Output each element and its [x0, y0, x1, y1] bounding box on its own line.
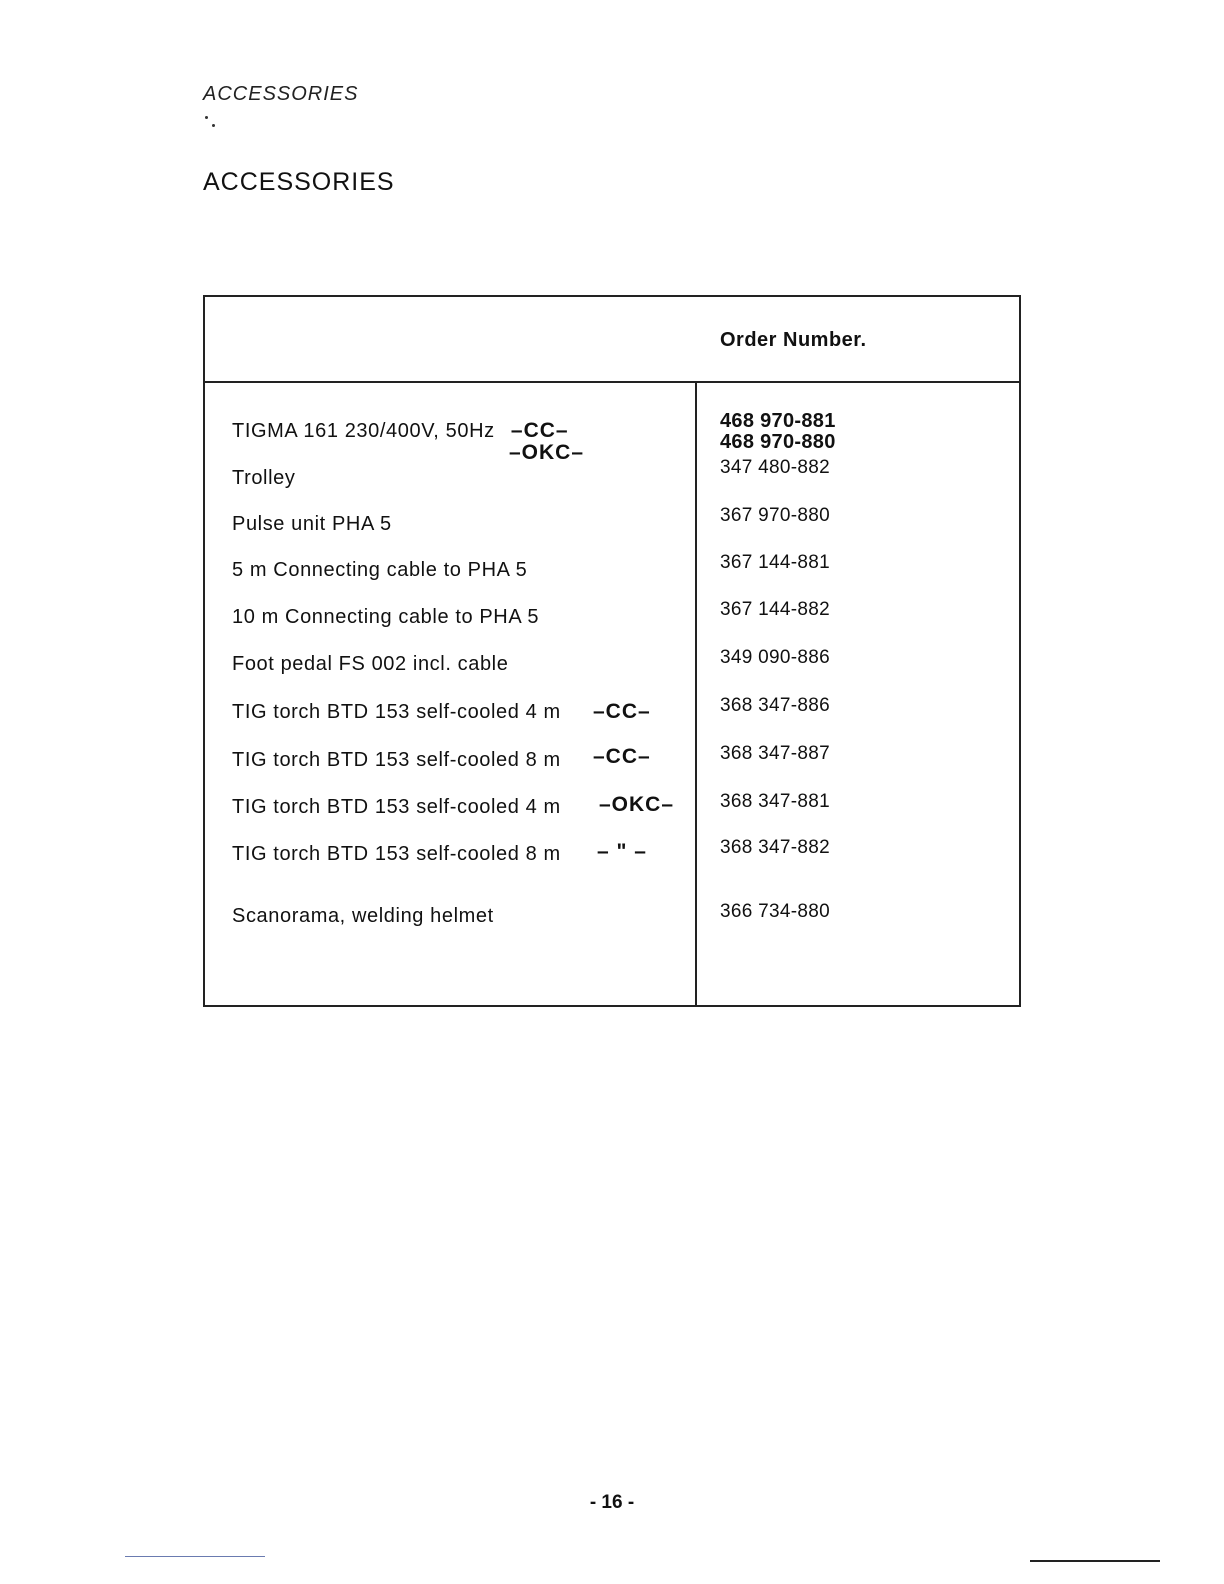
page-title: ACCESSORIES [203, 168, 395, 196]
table-row-item: TIG torch BTD 153 self-cooled 8 m [232, 843, 561, 865]
table-row-mark: –CC– [593, 745, 651, 768]
table-row-mark: –OKC– [599, 793, 675, 816]
table-row-number: 368 347-886 [720, 695, 831, 716]
running-head: ACCESSORIES [203, 83, 359, 105]
accessories-table [203, 295, 1021, 1007]
table-row-mark: – " – [597, 840, 647, 863]
tigma-number-okc: 468 970-880 [720, 431, 836, 453]
table-row-number: 367 970-880 [720, 505, 831, 526]
scan-speck [212, 124, 215, 127]
header-divider [205, 381, 1019, 383]
table-row-mark: –CC– [593, 700, 651, 723]
tigma-name: TIGMA 161 230/400V, 50Hz [232, 420, 495, 442]
table-row-number: 349 090-886 [720, 647, 831, 668]
tigma-variant-cc: –CC– [510, 419, 569, 442]
table-row-number: 368 347-881 [720, 791, 831, 812]
table-row-number: 367 144-882 [720, 599, 831, 620]
table-row-item: TIG torch BTD 153 self-cooled 4 m [232, 701, 561, 723]
column-divider [695, 381, 697, 1005]
table-row-number: 368 347-887 [720, 743, 831, 764]
table-row-item: TIG torch BTD 153 self-cooled 4 m [232, 796, 561, 818]
table-row-item: TIG torch BTD 153 self-cooled 8 m [232, 749, 561, 771]
table-row-number: 366 734-880 [720, 901, 831, 922]
scan-artifact-line [125, 1556, 265, 1557]
table-row-item: 5 m Connecting cable to PHA 5 [232, 559, 528, 581]
scan-artifact-line [1030, 1560, 1160, 1562]
table-row-item: Trolley [232, 467, 296, 489]
table-row-number: 368 347-882 [720, 837, 831, 858]
tigma-variant-okc: –OKC– [509, 441, 585, 464]
scan-speck [205, 116, 208, 119]
order-number-header: Order Number. [720, 329, 867, 351]
table-row-item: 10 m Connecting cable to PHA 5 [232, 606, 540, 628]
table-row-item: Pulse unit PHA 5 [232, 513, 392, 535]
tigma-item [232, 419, 569, 443]
table-row-item: Scanorama, welding helmet [232, 905, 494, 927]
table-row-item: Foot pedal FS 002 incl. cable [232, 653, 509, 675]
page-number: - 16 - [589, 1492, 635, 1513]
table-row-number: 367 144-881 [720, 552, 831, 573]
table-row-number: 347 480-882 [720, 457, 831, 478]
tigma-number-cc: 468 970-881 [720, 410, 836, 432]
